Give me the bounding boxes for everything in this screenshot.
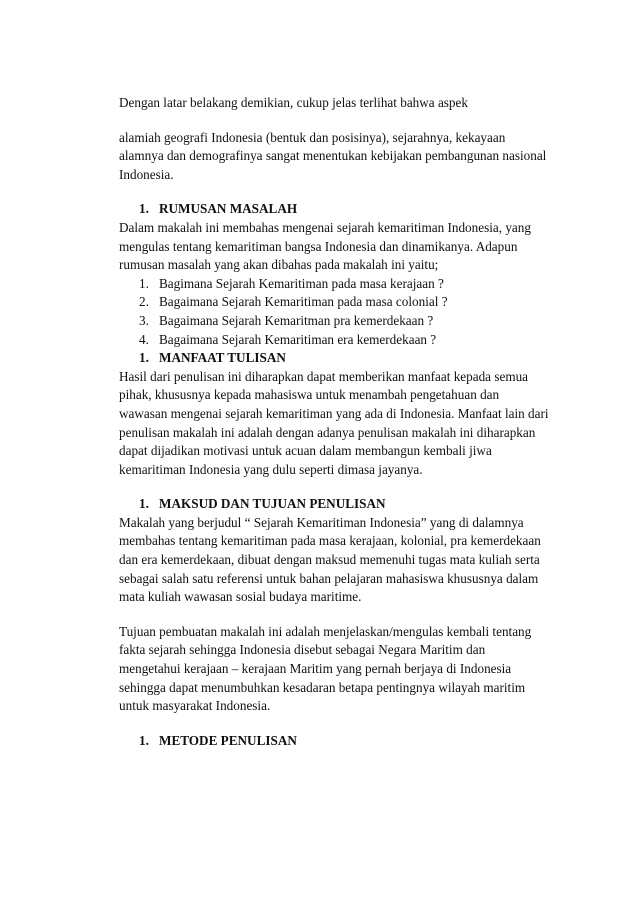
- list-item-number: 4.: [139, 331, 149, 347]
- heading-maksud-tujuan: [139, 495, 549, 514]
- list-item-text: Bagaimana Sejarah Kemaritiman pada masa colonial ?: [159, 294, 448, 310]
- heading-number: 1.: [139, 350, 149, 366]
- list-item-text: Bagimana Sejarah Kemaritiman pada masa kerajaan ?: [159, 275, 444, 291]
- heading-text: MANFAAT TULISAN: [159, 350, 286, 366]
- document-page: [119, 94, 549, 750]
- maksud-paragraph: Makalah yang berjudul “ Sejarah Kemaritiman Indonesia” yang di dalamnya membahas tentang kemaritiman pada masa kerajaan, kolonial, pra kemerdekaan dan era kemerdekaan, dibuat dengan maksud memenuhi tugas mata kuliah serta sebagai salah satu referensi untuk bahan pelajaran mahasiswa khususnya dalam mata kuliah wawasan sosial budaya maritime.: [119, 514, 541, 605]
- list-item-number: 1.: [139, 275, 149, 291]
- list-item-number: 3.: [139, 312, 149, 328]
- heading-metode-penulisan: [139, 732, 549, 751]
- list-item: [139, 293, 549, 312]
- list-item: [139, 331, 549, 350]
- list-item: [139, 312, 549, 331]
- heading-text: METODE PENULISAN: [159, 732, 297, 748]
- rumusan-paragraph: Dalam makalah ini membahas mengenai sejarah kemaritiman Indonesia, yang mengulas tentang kemaritiman bangsa Indonesia dan dinamikanya. Adapun rumusan masalah yang akan dibahas pada makalah ini yaitu;: [119, 219, 531, 273]
- heading-number: 1.: [139, 496, 149, 512]
- list-item-text: Bagaimana Sejarah Kemaritman pra kemerdekaan ?: [159, 312, 434, 328]
- list-item: [139, 275, 549, 294]
- heading-text: RUMUSAN MASALAH: [159, 201, 298, 217]
- heading-manfaat-tulisan: [139, 349, 549, 368]
- question-list: [119, 275, 549, 349]
- heading-number: 1.: [139, 732, 149, 748]
- intro-paragraph: alamiah geografi Indonesia (bentuk dan posisinya), sejarahnya, kekayaan alamnya dan demografinya sangat menentukan kebijakan pembangunan nasional Indonesia.: [119, 129, 547, 182]
- heading-number: 1.: [139, 201, 149, 217]
- tujuan-paragraph: Tujuan pembuatan makalah ini adalah menjelaskan/mengulas kembali tentang fakta sejarah sehingga Indonesia disebut sebagai Negara Maritim dan mengetahui kerajaan – kerajaan Maritim yang pernah berjaya di Indonesia sehingga dapat menumbuhkan kesadaran betapa pentingnya wilayah maritim untuk masyarakat Indonesia.: [119, 623, 532, 714]
- heading-rumusan-masalah: [139, 200, 549, 219]
- intro-line: Dengan latar belakang demikian, cukup jelas terlihat bahwa aspek: [119, 95, 468, 110]
- list-item-text: Bagaimana Sejarah Kemaritiman era kemerdekaan ?: [159, 331, 437, 347]
- manfaat-paragraph: Hasil dari penulisan ini diharapkan dapat memberikan manfaat kepada semua pihak, khususnya kepada mahasiswa untuk menambah pengetahuan dan wawasan mengenai sejarah kemaritiman yang ada di Indonesia. Manfaat lain dari penulisan makalah ini adalah dengan adanya penulisan makalah ini diharapkan dapat dijadikan motivasi untuk acuan dalam membangun kembali jiwa kemaritiman Indonesia yang dulu seperti dimasa jayanya.: [119, 368, 549, 477]
- heading-text: MAKSUD DAN TUJUAN PENULISAN: [159, 496, 386, 512]
- list-item-number: 2.: [139, 294, 149, 310]
